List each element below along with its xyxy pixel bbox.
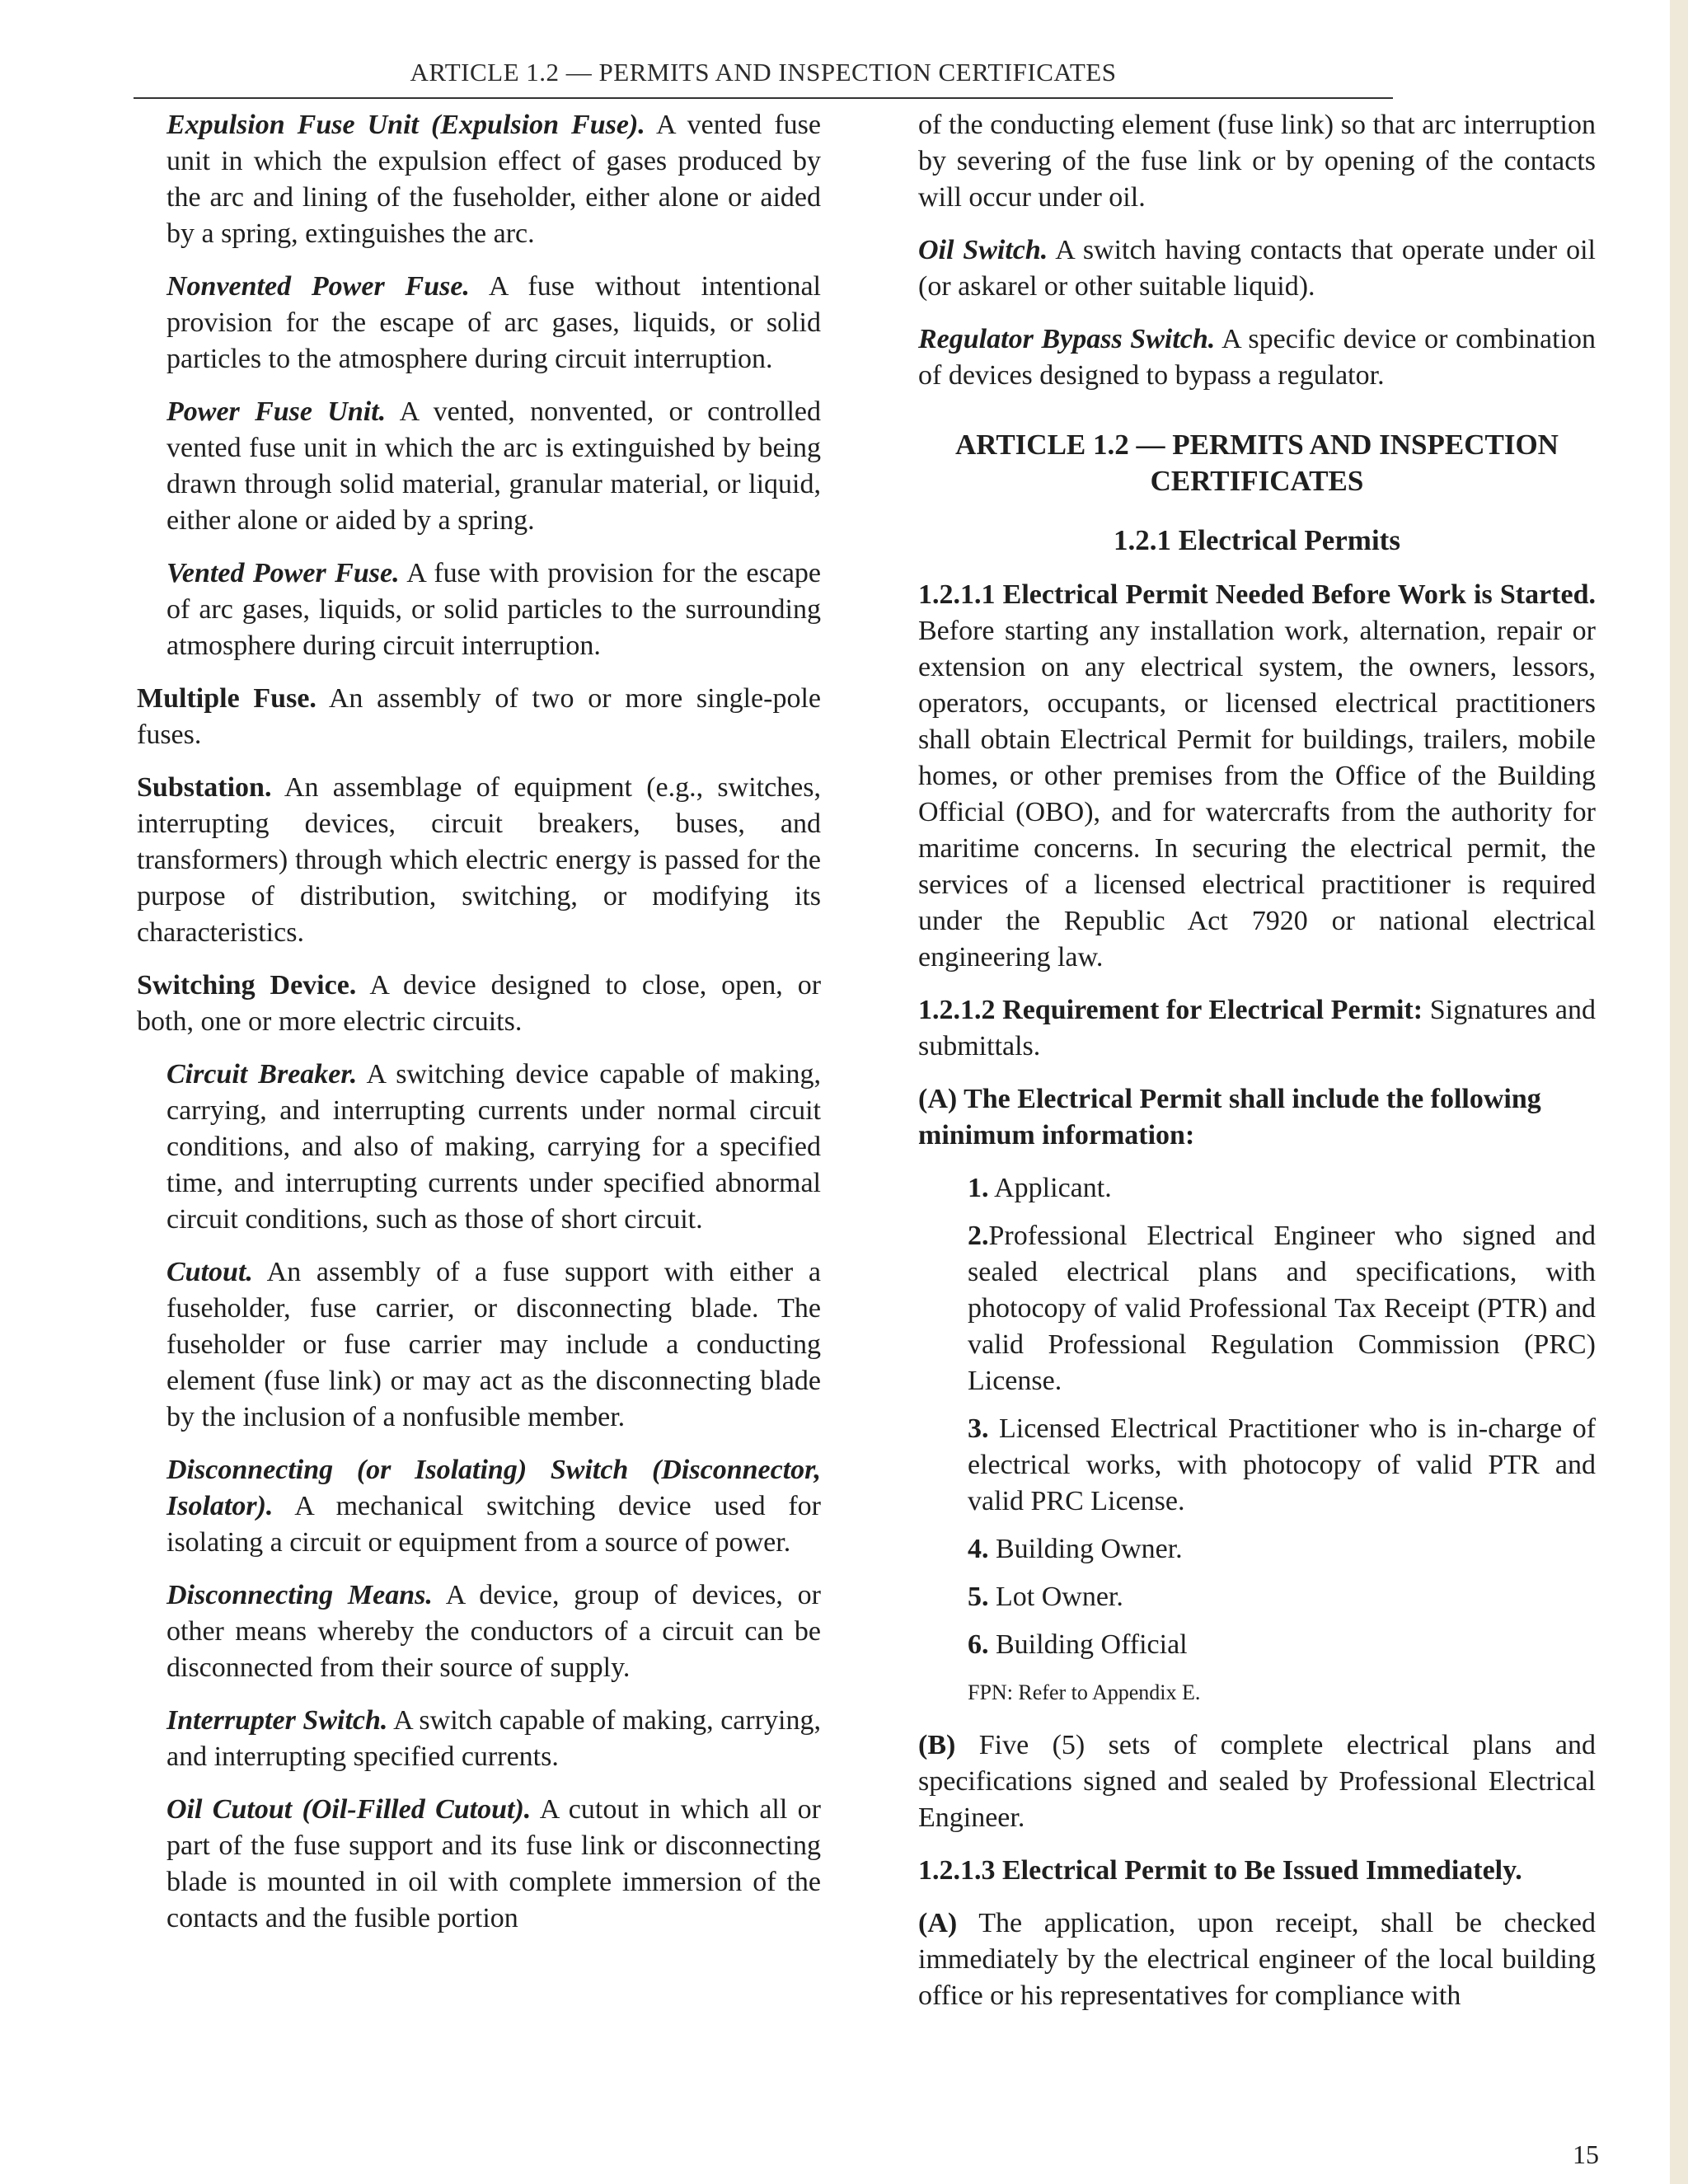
definition-regulator-bypass-switch — [918, 321, 1596, 394]
list-item — [918, 1411, 1596, 1520]
definition-interrupter-switch — [137, 1703, 821, 1775]
definition-text: A switch having contacts that operate under oil (or askarel or other suitable liquid). — [918, 235, 1596, 302]
definition-multiple-fuse — [137, 681, 821, 753]
term: Disconnecting Means. — [166, 1580, 433, 1610]
definition-text: A switching device capable of making, carrying, and interrupting currents under normal circuit conditions, and also of making, carrying for a specified time, and interrupting currents under specified abnormal circuit conditions, such as those of short circuit. — [166, 1059, 821, 1235]
fine-print-note: FPN: Refer to Appendix E. — [968, 1680, 1201, 1704]
continued-definition: of the conducting element (fuse link) so that arc interruption by severing of the fuse link or by opening of the contacts will occur under oil. — [918, 110, 1596, 213]
definition-text: An assemblage of equipment (e.g., switches, interrupting devices, circuit breakers, buses, and transformers) through which electric energy is passed for the purpose of distribution, switching, or modifying its characteristics. — [137, 772, 821, 948]
term: Multiple Fuse. — [137, 683, 316, 714]
definition-switching-device — [137, 968, 821, 1040]
definition-disconnecting-means — [137, 1577, 821, 1686]
definition-text: A specific device or combination of devices designed to bypass a regulator. — [918, 324, 1597, 391]
term: Nonvented Power Fuse. — [166, 271, 470, 302]
running-header: ARTICLE 1.2 — PERMITS AND INSPECTION CERTIFICATES — [410, 58, 1117, 87]
list-number: 1. — [968, 1173, 989, 1203]
definition-text: An assembly of a fuse support with either a fuseholder, fuse carrier, or disconnecting blade. The fuseholder or fuse carrier may include a conducting element (fuse link) or may act as the disconnecting blade by the inclusion of a nonfusible member. — [166, 1257, 821, 1432]
list-text: Licensed Electrical Practitioner who is in-charge of electrical works, with photocopy of valid PTR and valid PRC License. — [968, 1413, 1597, 1516]
definition-text: A fuse with provision for the escape of arc gases, liquids, or solid particles to the surrounding atmosphere during circuit interruption. — [166, 558, 822, 661]
section-body: Before starting any installation work, alternation, repair or extension on any electrical system, the owners, lessors, operators, occupants, or licensed electrical practitioners shall obtain Electrical Permit for buildings, trailers, mobile homes, or other premises from the Office of the Building Official (OBO), and for watercrafts from the authority for maritime concerns. In securing the electrical permit, the services of a licensed electrical practitioner is required under the Republic Act 7920 or national electrical engineering law. — [918, 616, 1596, 972]
list-text: Applicant. — [994, 1173, 1112, 1203]
term: Substation. — [137, 772, 272, 803]
term: Cutout. — [166, 1257, 253, 1287]
clause-text: Five (5) sets of complete electrical plans and specifications signed and sealed by Professional Electrical Engineer. — [918, 1730, 1596, 1833]
list-number: 2. — [968, 1221, 989, 1251]
section-heading-inline: 1.2.1.2 Requirement for Electrical Permit: — [918, 995, 1423, 1025]
term: Power Fuse Unit. — [166, 396, 387, 427]
list-text: Lot Owner. — [996, 1582, 1123, 1612]
definition-oil-switch — [918, 232, 1596, 305]
list-item — [918, 1531, 1596, 1568]
page-edge-strip — [1670, 0, 1688, 2184]
definition-nonvented-power-fuse — [137, 269, 821, 377]
definition-circuit-breaker — [137, 1057, 821, 1238]
section-1-2-1-1 — [918, 577, 1596, 976]
definition-text: A switch capable of making, carrying, and interrupting specified currents. — [166, 1705, 821, 1772]
term: Interrupter Switch. — [166, 1705, 388, 1736]
term: Vented Power Fuse. — [166, 558, 400, 588]
definition-text: A cutout in which all or part of the fuse support and its fuse link or disconnecting blade is mounted in oil with complete immersion of the contacts and the fusible portion — [166, 1794, 821, 1933]
clause-a-application — [918, 1905, 1596, 2014]
list-number: 5. — [968, 1582, 989, 1612]
section-1-2-1-3-heading: 1.2.1.3 Electrical Permit to Be Issued Immediately. — [918, 1855, 1522, 1886]
list-text: Building Owner. — [996, 1534, 1183, 1564]
definition-substation — [137, 770, 821, 951]
page-number: 15 — [1573, 2139, 1599, 2169]
term: Circuit Breaker. — [166, 1059, 358, 1090]
definition-text: A mechanical switching device used for isolating a circuit or equipment from a source of power. — [166, 1491, 822, 1558]
clause-b — [918, 1727, 1596, 1836]
section-heading: 1.2.1 Electrical Permits — [1114, 524, 1400, 556]
list-number: 3. — [968, 1413, 989, 1444]
list-item — [918, 1579, 1596, 1615]
list-item — [918, 1218, 1596, 1399]
article-heading: ARTICLE 1.2 — PERMITS AND INSPECTION CERTIFICATES — [955, 429, 1559, 497]
term: Regulator Bypass Switch. — [918, 324, 1216, 354]
list-number: 4. — [968, 1534, 989, 1564]
clause-a: (A) The Electrical Permit shall include the following minimum information: — [918, 1084, 1541, 1151]
definition-text: A device, group of devices, or other means whereby the conductors of a circuit can be disconnected from their source of supply. — [166, 1580, 821, 1683]
list-text: Building Official — [996, 1629, 1188, 1660]
definition-text: A vented fuse unit in which the expulsion effect of gases produced by the arc and lining of the fuseholder, either alone or aided by a spring, extinguishes the arc. — [166, 110, 822, 249]
definition-cutout — [137, 1254, 821, 1436]
section-heading-inline: 1.2.1.1 Electrical Permit Needed Before Work is Started. — [918, 579, 1596, 610]
definition-text: An assembly of two or more single-pole fuses. — [137, 683, 822, 750]
term: Oil Cutout (Oil-Filled Cutout). — [166, 1794, 532, 1825]
list-item — [918, 1170, 1596, 1207]
definition-text: A vented, nonvented, or controlled vented fuse unit in which the arc is extinguished by being drawn through solid material, granular material, or liquid, either alone or aided by a spring. — [166, 396, 821, 536]
right-column — [918, 107, 1596, 2031]
clause-text: The application, upon receipt, shall be checked immediately by the electrical engineer of the local building office or his representatives for compliance with — [918, 1908, 1597, 2011]
definition-disconnecting-switch — [137, 1452, 821, 1561]
definition-text: A fuse without intentional provision for the escape of arc gases, liquids, or solid particles to the atmosphere during circuit interruption. — [166, 271, 821, 374]
definition-oil-cutout — [137, 1792, 821, 1937]
header-rule — [134, 97, 1393, 99]
clause-label: (A) — [918, 1908, 958, 1938]
definition-vented-power-fuse — [137, 555, 821, 664]
term: Switching Device. — [137, 970, 357, 1001]
term: Disconnecting (or Isolating) Switch (Disconnector, Isolator). — [166, 1455, 821, 1521]
term: Oil Switch. — [918, 235, 1048, 265]
clause-label: (B) — [918, 1730, 956, 1760]
left-column — [137, 107, 821, 1953]
definition-text: A device designed to close, open, or both, one or more electric circuits. — [137, 970, 822, 1037]
definition-expulsion-fuse — [137, 107, 821, 252]
section-body: Signatures and submittals. — [918, 995, 1596, 1062]
term: Expulsion Fuse Unit (Expulsion Fuse). — [166, 110, 645, 140]
list-text: Professional Electrical Engineer who signed and sealed electrical plans and specifications, with photocopy of valid Professional Tax Receipt (PTR) and valid Professional Regulation Commission (PRC) License. — [968, 1221, 1596, 1396]
definition-power-fuse-unit — [137, 394, 821, 539]
list-number: 6. — [968, 1629, 989, 1660]
list-item — [918, 1627, 1596, 1663]
section-1-2-1-2 — [918, 992, 1596, 1065]
